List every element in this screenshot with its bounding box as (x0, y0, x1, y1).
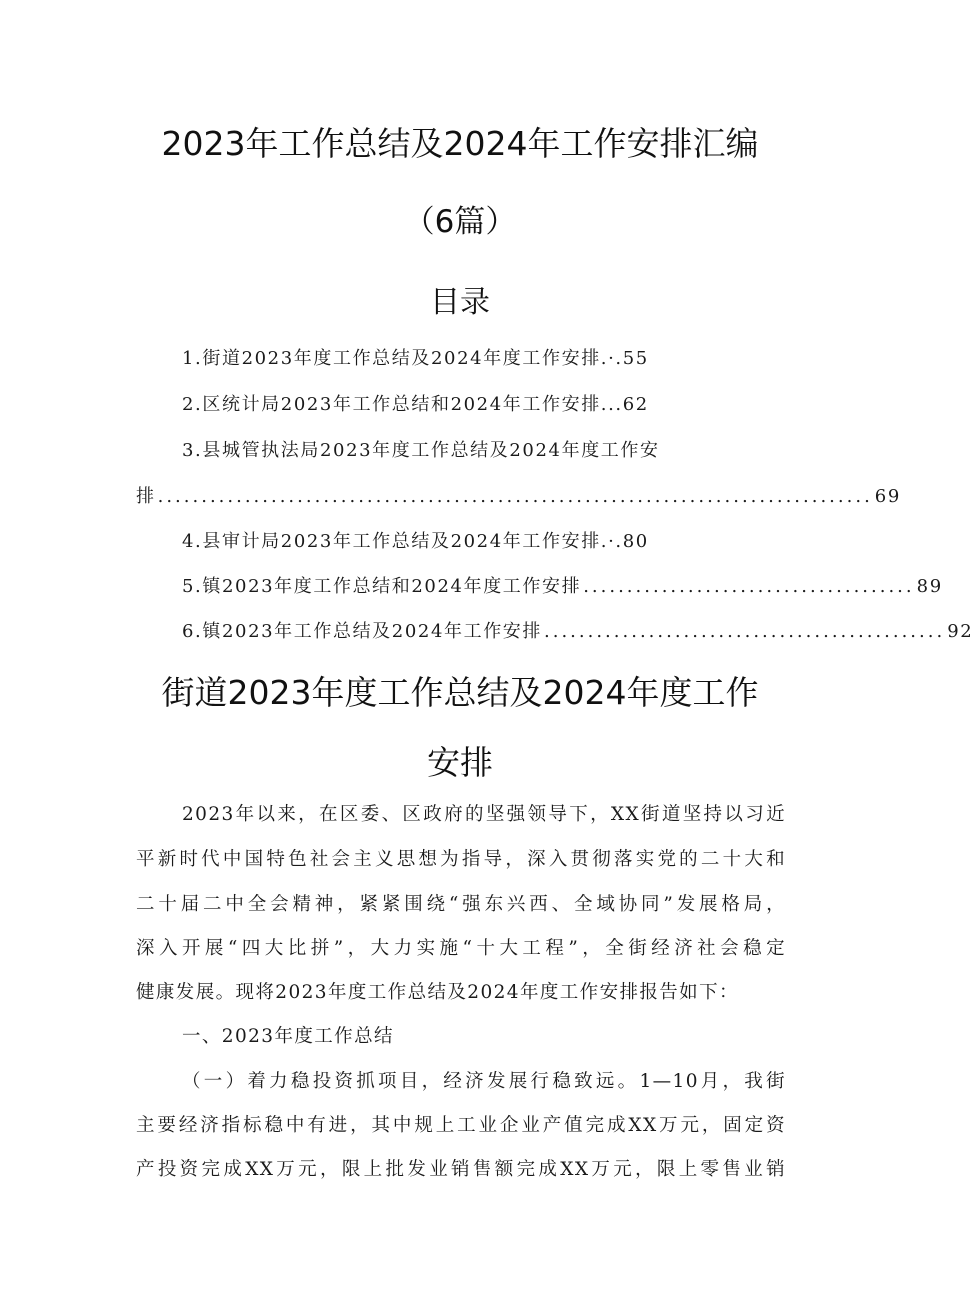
toc-leader-dots: ...................................... (583, 576, 915, 597)
toc-page-number: 89 (916, 576, 943, 597)
paragraph-line: 主要经济指标稳中有进，其中规上工业企业产值完成XX万元，固定资 (136, 1115, 786, 1136)
paragraph-line: （一）着力稳投资抓项目，经济发展行稳致远。1—10月，我街 (182, 1071, 786, 1092)
toc-item[interactable] (182, 572, 943, 598)
document-title: 2023年工作总结及2024年工作安排汇编 (161, 124, 759, 163)
paragraph-line: 2023年以来，在区委、区政府的坚强领导下，XX街道坚持以习近 (182, 804, 786, 825)
toc-page-number: 69 (874, 486, 901, 507)
subheading: 一、2023年度工作总结 (182, 1026, 394, 1047)
paragraph-line: 二十届二中全会精神，紧紧围绕“强东兴西、全域协同”发展格局， (136, 894, 786, 915)
paragraph-line: 产投资完成XX万元，限上批发业销售额完成XX万元，限上零售业销 (136, 1159, 786, 1180)
section-title: 街道2023年度工作总结及2024年度工作 (161, 673, 759, 712)
paragraph-line: 平新时代中国特色社会主义思想为指导，深入贯彻落实党的二十大和 (136, 849, 786, 870)
toc-item-text: 6.镇2023年工作总结及2024年工作安排 (182, 621, 542, 642)
toc-item-text: 5.镇2023年度工作总结和2024年度工作安排 (182, 576, 582, 597)
toc-item-text: 排 (136, 486, 156, 507)
toc-item[interactable]: 4.县审计局2023年工作总结及2024年工作安排.·.80 (182, 531, 649, 552)
toc-leader-dots: .............................................. (544, 621, 946, 642)
toc-item[interactable] (182, 617, 973, 643)
toc-leader-dots: .................................................................................. (157, 486, 873, 507)
toc-item[interactable]: 3.县城管执法局2023年度工作总结及2024年度工作安 (182, 440, 660, 461)
toc-heading: 目录 (430, 285, 490, 320)
toc-item[interactable]: 1.街道2023年度工作总结及2024年度工作安排.·.55 (182, 348, 649, 369)
section-title-continuation: 安排 (427, 743, 493, 782)
paragraph-line: 深入开展“四大比拼”，大力实施“十大工程”，全街经济社会稳定 (136, 938, 786, 959)
paragraph-line: 健康发展。现将2023年度工作总结及2024年度工作安排报告如下： (136, 982, 739, 1003)
toc-page-number: 92 (947, 621, 973, 642)
toc-item-continuation[interactable] (136, 482, 901, 508)
document-subtitle: （6篇） (403, 204, 517, 240)
toc-item[interactable]: 2.区统计局2023年工作总结和2024年工作安排...62 (182, 394, 649, 415)
